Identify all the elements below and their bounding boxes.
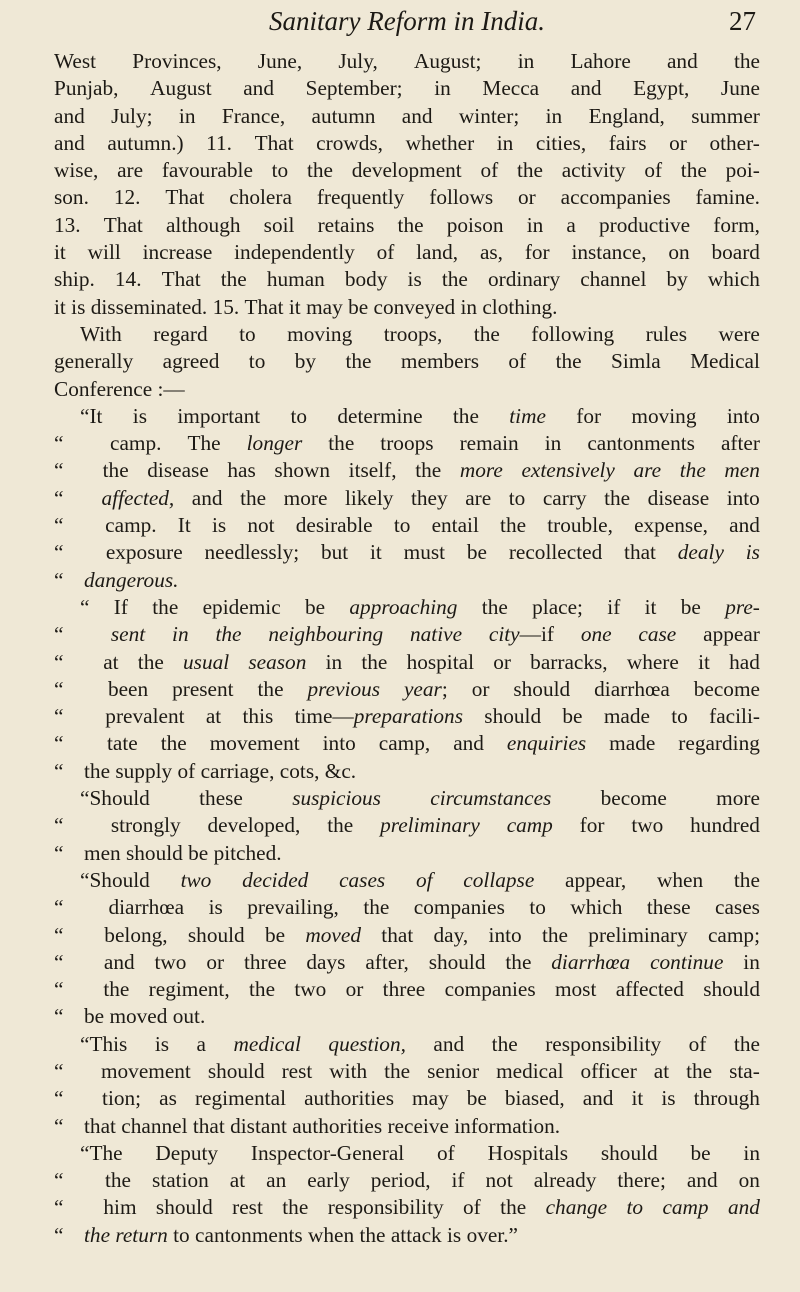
page-header	[54, 4, 760, 44]
text-line: “ the return to cantonments when the attack is over.”	[54, 1222, 519, 1247]
text-line: son. 12. That cholera frequently follows or accompanies famine.	[54, 185, 760, 210]
text-line: 13. That although soil retains the poison in a productive form,	[54, 212, 760, 237]
text-line: Conference :—	[54, 376, 185, 401]
text-line: Punjab, August and September; in Mecca and Egypt, June	[54, 76, 760, 101]
text-line: “ dangerous.	[54, 567, 179, 592]
text-line: “ camp. The longer the troops remain in cantonments after	[54, 431, 760, 456]
text-line: “ the station at an early period, if not already there; and on	[54, 1168, 760, 1193]
text-line: With regard to moving troops, the following rules were	[80, 321, 760, 346]
text-line: “ strongly developed, the preliminary camp for two hundred	[54, 813, 760, 838]
text-line: “ movement should rest with the senior medical officer at the sta-	[54, 1058, 760, 1083]
page-number: 27	[729, 6, 756, 36]
text-line: “ and two or three days after, should the diarrhœa continue in	[54, 949, 760, 974]
text-line: “ the regiment, the two or three companies most affected should	[54, 977, 760, 1002]
text-line: and autumn.) 11. That crowds, whether in cities, fairs or other-	[54, 130, 760, 155]
text-line: “Should these suspicious circumstances become more	[80, 786, 760, 811]
text-line: “This is a medical question, and the responsibility of the	[80, 1031, 760, 1056]
text-line: “ affected, and the more likely they are to carry the disease into	[54, 485, 760, 510]
text-line: “ him should rest the responsibility of the change to camp and	[54, 1195, 760, 1220]
body-text	[54, 48, 760, 1249]
running-head: Sanitary Reform in India.	[269, 6, 545, 36]
text-line: “ the disease has shown itself, the more extensively are the men	[54, 458, 760, 483]
text-line: and July; in France, autumn and winter; in England, summer	[54, 103, 760, 128]
text-line: “Should two decided cases of collapse appear, when the	[80, 867, 760, 892]
text-line: “ prevalent at this time—preparations should be made to facili-	[54, 704, 760, 729]
text-line: wise, are favourable to the development of the activity of the poi-	[54, 158, 760, 183]
text-line: “ tate the movement into camp, and enquiries made regarding	[54, 731, 760, 756]
text-line: generally agreed to by the members of the Simla Medical	[54, 349, 760, 374]
text-line: “ been present the previous year; or should diarrhœa become	[54, 676, 760, 701]
text-line: “It is important to determine the time for moving into	[80, 403, 760, 428]
text-line: ship. 14. That the human body is the ordinary channel by which	[54, 267, 760, 292]
text-line: “ belong, should be moved that day, into the preliminary camp;	[54, 922, 760, 947]
text-line: “ be moved out.	[54, 1004, 206, 1029]
text-line: “ at the usual season in the hospital or barracks, where it had	[54, 649, 760, 674]
text-line: “ exposure needlessly; but it must be recollected that dealy is	[54, 540, 760, 565]
text-line: “ If the epidemic be approaching the place; if it be pre-	[80, 594, 760, 619]
text-line: “ the supply of carriage, cots, &c.	[54, 758, 357, 783]
text-line: “ sent in the neighbouring native city—if one case appear	[54, 622, 760, 647]
text-line: it is disseminated. 15. That it may be conveyed in clothing.	[54, 294, 558, 319]
text-line: “ camp. It is not desirable to entail the trouble, expense, and	[54, 513, 760, 538]
text-line: “ men should be pitched.	[54, 840, 282, 865]
text-line: “ that channel that distant authorities receive information.	[54, 1113, 561, 1138]
text-line: it will increase independently of land, as, for instance, on board	[54, 240, 760, 265]
text-line: “ diarrhœa is prevailing, the companies to which these cases	[54, 895, 760, 920]
text-line: “ tion; as regimental authorities may be biased, and it is through	[54, 1086, 760, 1111]
text-line: West Provinces, June, July, August; in Lahore and the	[54, 49, 760, 73]
text-line: “The Deputy Inspector-General of Hospitals should be in	[80, 1140, 760, 1165]
